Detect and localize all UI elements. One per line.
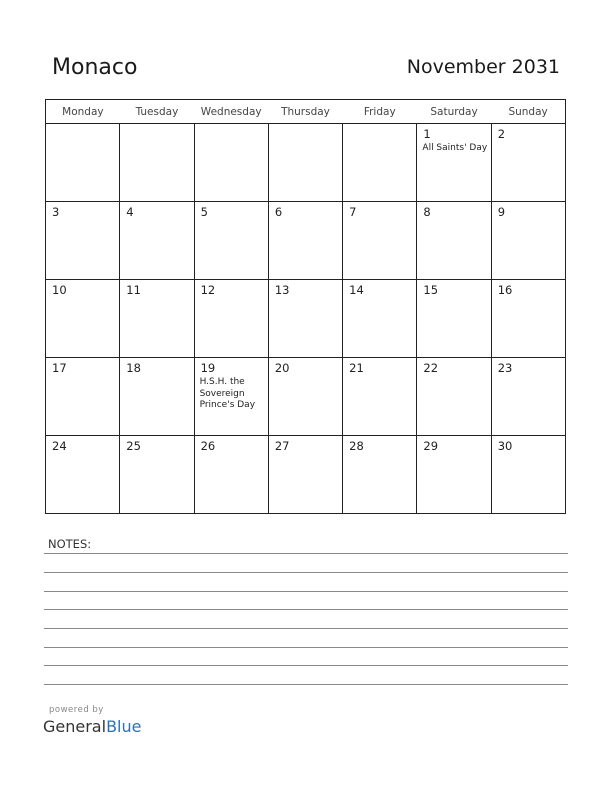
day-number: 8 bbox=[423, 205, 431, 219]
weekday-header-row bbox=[46, 100, 566, 124]
day-number bbox=[343, 124, 416, 128]
calendar-day-cell bbox=[417, 280, 491, 358]
calendar-day-cell bbox=[343, 280, 417, 358]
calendar-day-cell bbox=[194, 436, 268, 514]
calendar-day-cell bbox=[194, 124, 268, 202]
notes-line bbox=[44, 684, 568, 685]
brand-blue: Blue bbox=[106, 717, 142, 736]
day-number bbox=[120, 124, 193, 128]
calendar-day-cell bbox=[343, 436, 417, 514]
calendar-week-row bbox=[46, 358, 566, 436]
day-number bbox=[46, 124, 119, 128]
calendar-week-row bbox=[46, 436, 566, 514]
calendar-grid bbox=[45, 99, 566, 514]
notes-line bbox=[44, 665, 568, 666]
calendar-day-cell bbox=[491, 280, 565, 358]
notes-line bbox=[44, 609, 568, 610]
calendar-day-cell bbox=[491, 124, 565, 202]
calendar-week-row bbox=[46, 124, 566, 202]
calendar-day-cell bbox=[194, 202, 268, 280]
powered-by-text: powered by bbox=[49, 705, 104, 715]
day-number: 15 bbox=[423, 283, 439, 297]
day-number: 22 bbox=[423, 361, 439, 375]
weekday-thursday: Thursday bbox=[268, 100, 342, 124]
day-number: 2 bbox=[497, 127, 506, 141]
notes-line bbox=[44, 591, 568, 592]
calendar-day-cell bbox=[343, 358, 417, 436]
day-number: 12 bbox=[200, 283, 216, 297]
day-number: 7 bbox=[349, 205, 357, 219]
day-number: 6 bbox=[274, 205, 283, 219]
calendar-day-cell bbox=[46, 280, 120, 358]
day-number: 24 bbox=[52, 439, 67, 453]
calendar-day-cell bbox=[417, 202, 491, 280]
day-number: 19 bbox=[200, 361, 216, 375]
notes-line bbox=[44, 647, 568, 648]
weekday-wednesday: Wednesday bbox=[194, 100, 268, 124]
month-year-title: November 2031 bbox=[406, 56, 560, 78]
brand-general: General bbox=[43, 717, 107, 736]
day-number: 14 bbox=[349, 283, 364, 297]
day-number: 9 bbox=[497, 205, 506, 219]
day-number: 30 bbox=[497, 439, 513, 453]
day-number: 3 bbox=[52, 205, 60, 219]
day-number: 5 bbox=[200, 205, 208, 219]
calendar-day-cell bbox=[491, 436, 565, 514]
notes-label: NOTES: bbox=[48, 537, 92, 551]
day-number: 1 bbox=[423, 127, 431, 141]
calendar-day-cell bbox=[46, 202, 120, 280]
holiday-label: H.S.H. the Sovereign Prince's Day bbox=[199, 377, 256, 410]
calendar-day-cell bbox=[417, 124, 491, 202]
calendar-day-cell bbox=[46, 436, 120, 514]
brand-logo[interactable] bbox=[43, 717, 141, 736]
weekday-saturday: Saturday bbox=[417, 100, 491, 124]
calendar-day-cell bbox=[120, 202, 194, 280]
country-title: Monaco bbox=[52, 55, 138, 80]
day-number: 10 bbox=[52, 283, 67, 297]
day-number bbox=[269, 124, 342, 128]
calendar-day-cell bbox=[120, 280, 194, 358]
day-number: 17 bbox=[52, 361, 67, 375]
weekday-monday: Monday bbox=[46, 100, 120, 124]
calendar-day-cell bbox=[46, 124, 120, 202]
calendar-day-cell bbox=[491, 202, 565, 280]
weekday-tuesday: Tuesday bbox=[120, 100, 194, 124]
weekday-friday: Friday bbox=[343, 100, 417, 124]
day-number: 21 bbox=[349, 361, 364, 375]
calendar-day-cell bbox=[268, 280, 342, 358]
calendar-week-row bbox=[46, 202, 566, 280]
notes-line bbox=[44, 628, 568, 629]
holiday-label: All Saints' Day bbox=[422, 143, 488, 153]
calendar-day-cell bbox=[268, 124, 342, 202]
weekday-sunday: Sunday bbox=[491, 100, 565, 124]
calendar-day-cell bbox=[46, 358, 120, 436]
calendar-day-cell bbox=[120, 124, 194, 202]
day-number: 4 bbox=[126, 205, 134, 219]
day-number: 27 bbox=[274, 439, 290, 453]
calendar-day-cell bbox=[417, 358, 491, 436]
day-number: 28 bbox=[349, 439, 364, 453]
day-number: 20 bbox=[274, 361, 290, 375]
day-number: 25 bbox=[126, 439, 141, 453]
calendar-day-cell bbox=[194, 358, 268, 436]
calendar-day-cell bbox=[120, 358, 194, 436]
day-number: 11 bbox=[126, 283, 141, 297]
calendar-day-cell bbox=[194, 280, 268, 358]
calendar-day-cell bbox=[343, 202, 417, 280]
day-number: 13 bbox=[274, 283, 290, 297]
calendar-day-cell bbox=[120, 436, 194, 514]
calendar-day-cell bbox=[491, 358, 565, 436]
calendar-day-cell bbox=[268, 358, 342, 436]
day-number bbox=[195, 124, 268, 128]
notes-line bbox=[44, 572, 568, 573]
day-number: 26 bbox=[200, 439, 216, 453]
day-number: 29 bbox=[423, 439, 439, 453]
calendar-day-cell bbox=[268, 436, 342, 514]
calendar-week-row bbox=[46, 280, 566, 358]
calendar-day-cell bbox=[343, 124, 417, 202]
day-number: 23 bbox=[497, 361, 513, 375]
calendar-day-cell bbox=[417, 436, 491, 514]
day-number: 18 bbox=[126, 361, 141, 375]
notes-line bbox=[44, 553, 568, 554]
calendar-day-cell bbox=[268, 202, 342, 280]
day-number: 16 bbox=[497, 283, 513, 297]
